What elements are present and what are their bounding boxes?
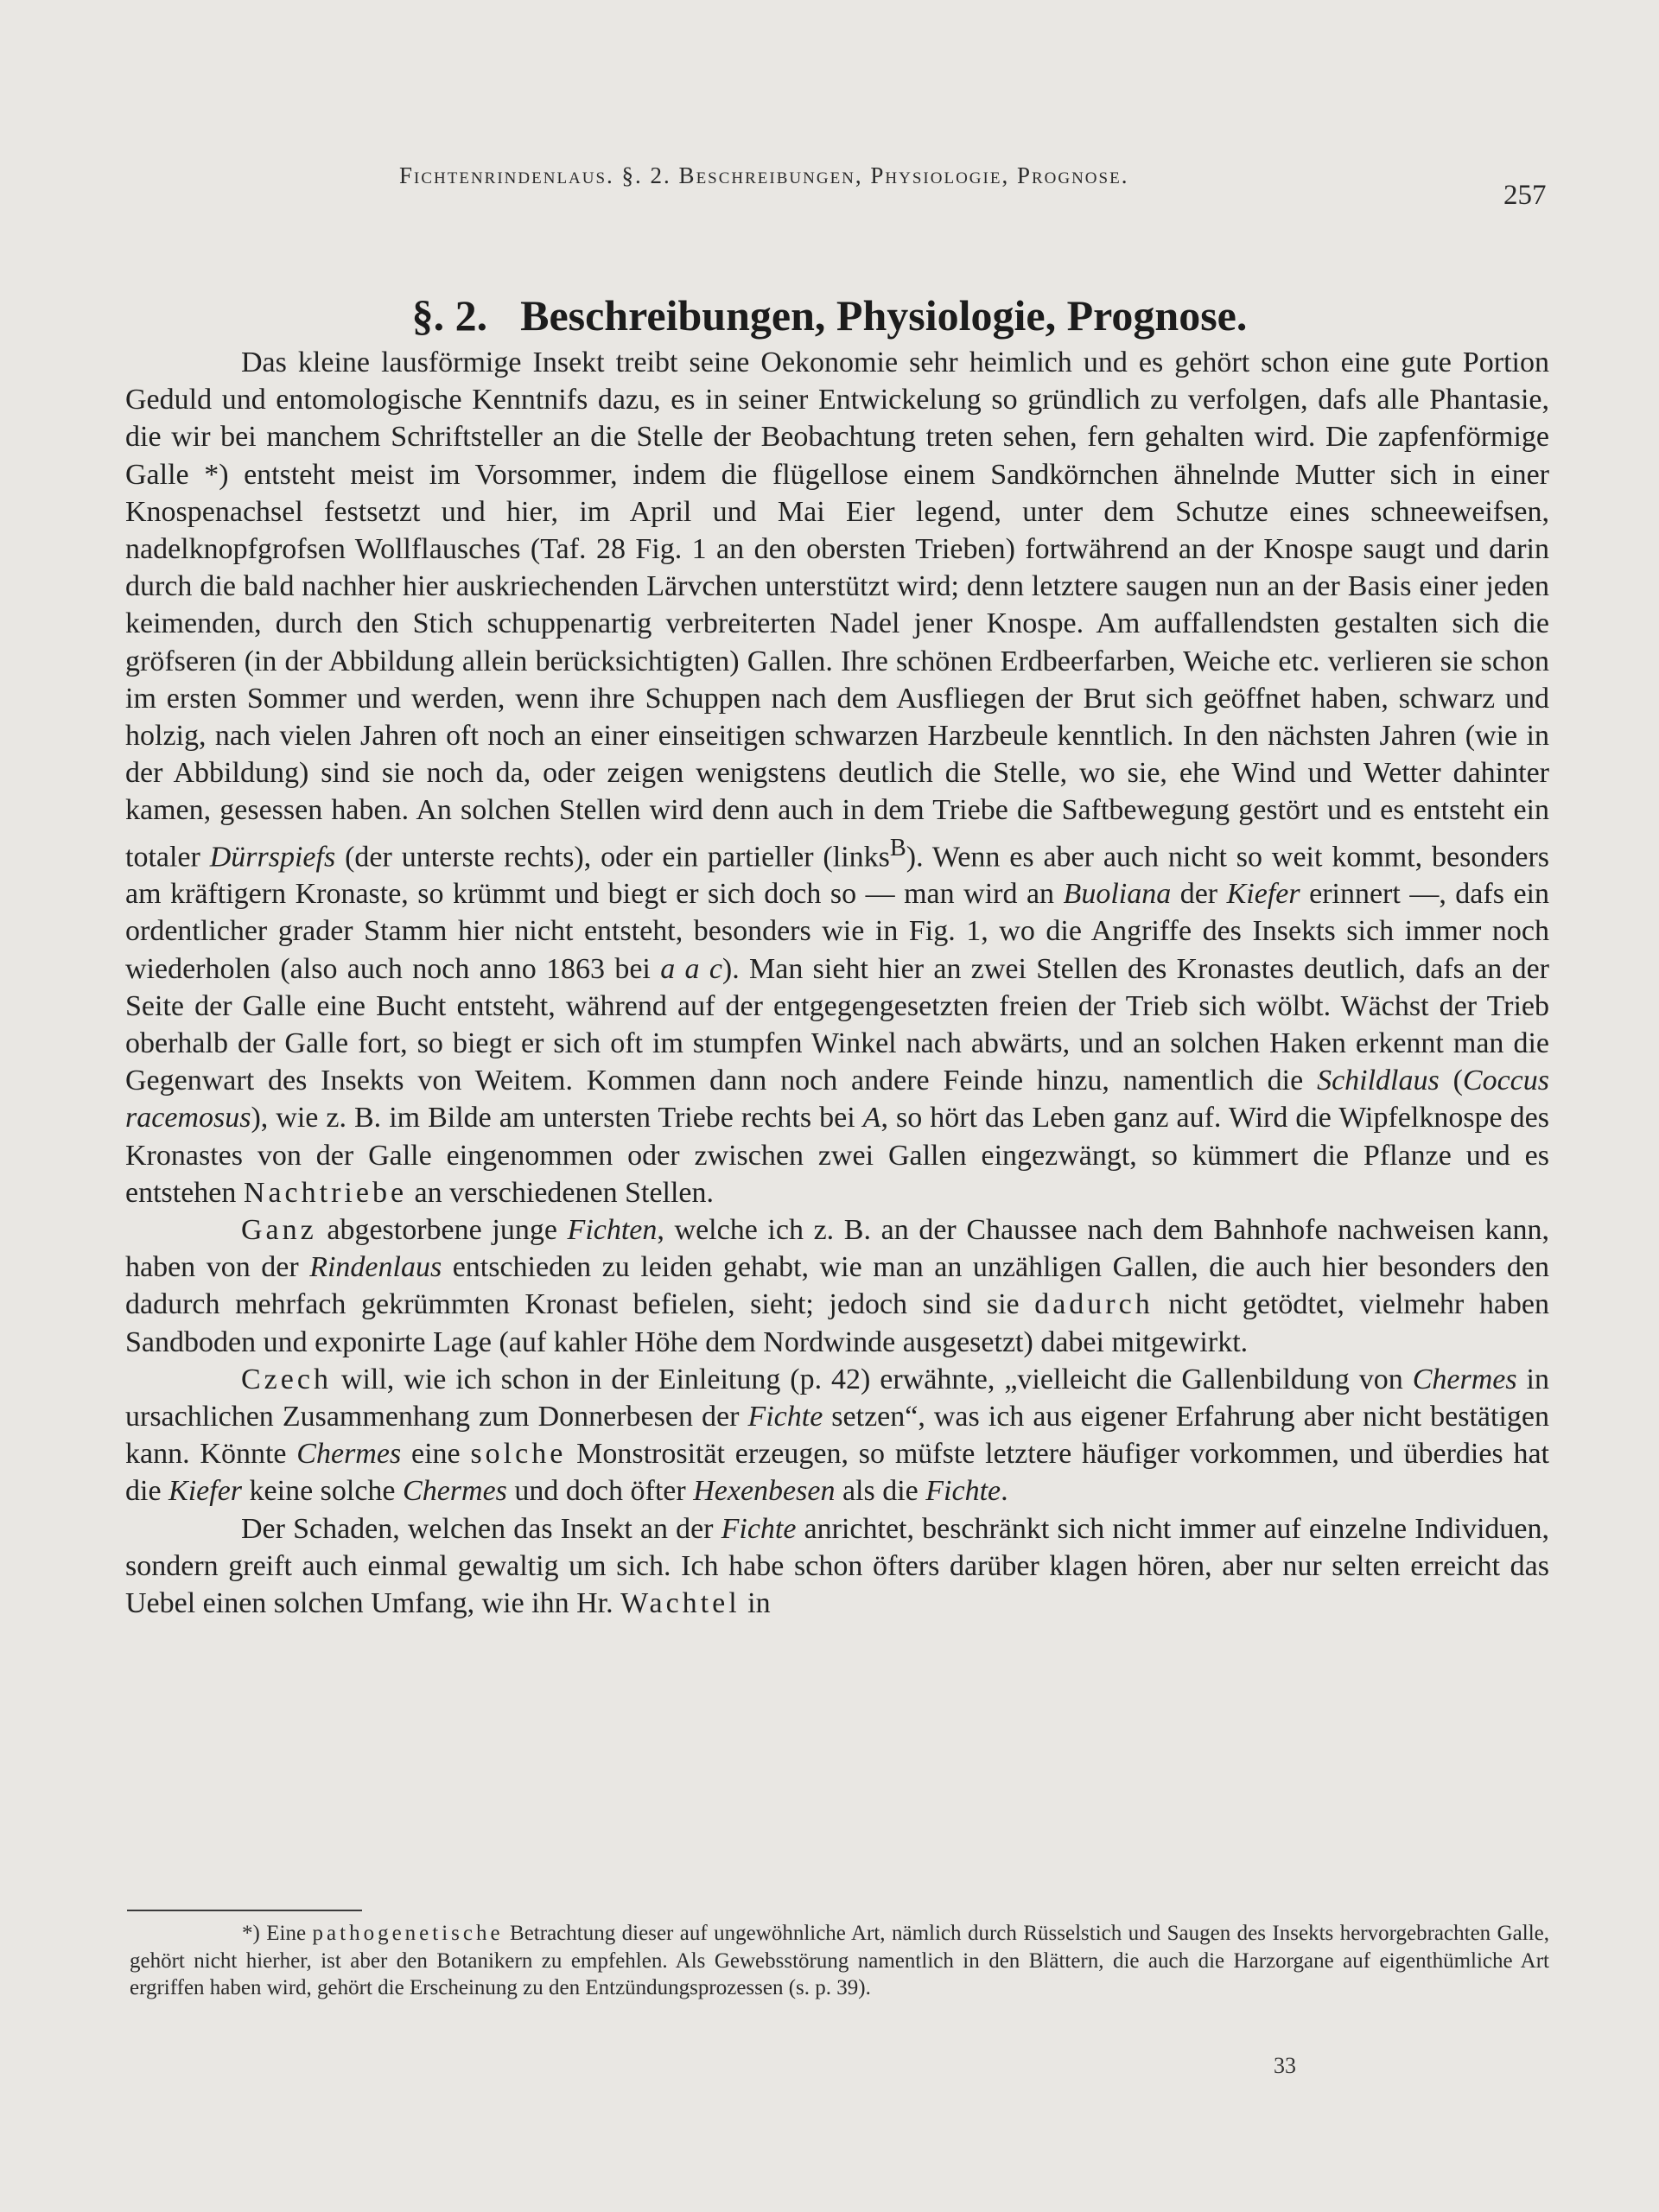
- text-run: keine solche: [242, 1475, 404, 1508]
- spaced-emphasis: Czech: [241, 1363, 332, 1395]
- spaced-emphasis: Ganz: [241, 1214, 317, 1246]
- text-run: ), wie z. B. im Bilde am untersten Triebe rechts bei: [251, 1102, 863, 1135]
- italic-term: Kiefer: [1226, 878, 1300, 911]
- spaced-emphasis: pathogenetische: [312, 1922, 504, 1945]
- text-run: in ursachlichen Zusammenhang zum Donnerbesen der: [125, 1363, 1549, 1433]
- text-run: entschieden zu leiden gehabt, wie man an unzähligen Gallen, die auch hier besonders den dadurch mehrfach gekrümmten Kronast befielen, sieht; jedoch sind sie: [125, 1251, 1549, 1321]
- text-run: Monstrosität erzeugen, so müfste letztere häufiger vorkommen, und überdies hat die: [125, 1438, 1550, 1508]
- italic-term: Chermes: [296, 1438, 402, 1471]
- italic-term: Rindenlaus: [309, 1251, 442, 1284]
- text-run: an verschiedenen Stellen.: [407, 1176, 715, 1209]
- text-run: der: [1171, 878, 1227, 911]
- italic-term: Buoliana: [1063, 878, 1172, 911]
- spaced-emphasis: Nachtriebe: [243, 1176, 408, 1209]
- spaced-emphasis: dadurch: [1034, 1288, 1154, 1321]
- italic-term: A: [862, 1102, 881, 1135]
- text-run: und doch öfter: [506, 1475, 694, 1508]
- footnote-separator: [127, 1910, 362, 1911]
- section-heading: [0, 290, 1659, 340]
- text-run: .: [1001, 1475, 1008, 1508]
- text-run: will, wie ich schon in der Einleitung (p. 42) erwähnte, „vielleicht die Gallenbildung von: [331, 1363, 1413, 1395]
- spaced-emphasis: solche: [470, 1438, 567, 1471]
- paragraph: [125, 1361, 1549, 1510]
- italic-term: Fichte: [925, 1475, 1001, 1508]
- text-run: , so hört das Leben ganz auf. Wird die Wipfelknospe des Kronastes von der Galle eingenommen oder zwischen zwei Gallen eingezwängt, so kümmert die Pflanze und es entstehen: [125, 1102, 1549, 1209]
- text-run: in: [740, 1587, 771, 1620]
- text-run: (der unterste rechts), oder ein partieller (links: [335, 840, 890, 873]
- spaced-emphasis: Wachtel: [620, 1587, 741, 1620]
- text-run: Das kleine lausförmige Insekt treibt seine Oekonomie sehr heimlich und es gehört schon eine gute Portion Geduld und entomologische Kenntnifs dazu, es in seiner Entwickelung so gründlich zu verfolgen, dafs alle Phantasie, die wir bei manchem Schriftsteller an die Stelle der Beobachtung treten sehen, fern gehalten wird. Die zapfenförmige Galle *) entsteht meist im Vorsommer, indem die flügellose einem Sandkörnchen ähnelnde Mutter sich in einer Knospenachsel festsetzt und hier, im April und Mai Eier legend, unter dem Schutze eines schneeweifsen, nadelknopfgrofsen Wollflausches (Taf. 28 Fig. 1 an den obersten Trieben) fortwährend an der Knospe saugt und darin durch die bald nachher hier auskriechenden Lärvchen unterstützt wird; denn letztere saugen nun an der Basis einer jeden keimenden, durch den Stich schuppenartig verbreiterten Nadel jener Knospe. Am auffallendsten gestalten sich die gröfseren (in der Abbildung allein berücksichtigten) Gallen. Ihre schönen Erdbeerfarben, Weiche etc. verlieren sie schon im ersten Sommer und werden, wenn ihre Schuppen nach dem Ausfliegen der Brut sich geöffnet haben, schwarz und holzig, nach vielen Jahren oft noch an einer einseitigen schwarzen Harzbeule kenntlich. In den nächsten Jahren (wie in der Abbildung) sind sie noch da, oder zeigen wenigstens deutlich die Stelle, wo sie, ehe Wind und Wetter dahinter kamen, gesessen haben. An solchen Stellen wird denn auch in dem Triebe die Saftbewegung gestört und es entsteht ein totaler: [125, 346, 1549, 873]
- section-number: §. 2.: [411, 290, 488, 340]
- text-run: erinnert —, dafs ein ordentlicher grader Stamm hier nicht entsteht, besonders wie in Fig. 1, wo die Angriffe des Insekts sich immer noch wiederholen (also auch noch anno 1863 bei: [125, 878, 1549, 985]
- italic-term: Chermes: [403, 1475, 507, 1508]
- text-run: ). Man sieht hier an zwei Stellen des Kronastes deutlich, dafs an der Seite der Galle eine Bucht entsteht, während auf der entgegengesetzten freien der Trieb sich wölbt. Wächst der Trieb oberhalb der Galle fort, so biegt er sich oft im stumpfen Winkel nach abwärts, und an solchen Haken erkennt man die Gegenwart des Insekts von Weitem. Kommen dann noch andere Feinde hinzu, namentlich die: [125, 952, 1549, 1097]
- text-run: eine: [401, 1438, 471, 1471]
- text-run: als die: [835, 1475, 926, 1508]
- italic-term: Fichte: [747, 1401, 823, 1433]
- text-run: nicht getödtet, vielmehr haben Sandboden und exponirte Lage (auf kahler Höhe dem Nordwinde ausgesetzt) dabei mitgewirkt.: [125, 1288, 1550, 1358]
- italic-term: Schildlaus: [1317, 1065, 1440, 1097]
- text-run: ). Wenn es aber auch nicht so weit kommt, besonders am kräftigern Kronaste, so krümmt und biegt er sich doch so — man wird an: [125, 840, 1550, 911]
- text-run: abgestorbene junge: [316, 1214, 568, 1246]
- text-run: , welche ich z. B. an der Chaussee nach dem Bahnhofe nachweisen kann, haben von der: [125, 1214, 1549, 1284]
- italic-term: Fichten: [567, 1214, 658, 1246]
- italic-term: a a c: [660, 952, 722, 985]
- body-text: [125, 344, 1549, 1622]
- italic-term: Coccus racemosus: [125, 1065, 1549, 1135]
- footnote-text: [130, 1920, 1549, 2002]
- footnote: [130, 1920, 1549, 2002]
- italic-term: Fichte: [721, 1512, 797, 1545]
- sheet-signature: 33: [1274, 2053, 1296, 2078]
- text-run: (: [1439, 1065, 1463, 1097]
- section-title: Beschreibungen, Physiologie, Prognose.: [520, 290, 1248, 340]
- italic-term: Kiefer: [168, 1475, 243, 1508]
- paragraph: [125, 1211, 1549, 1361]
- running-head: [0, 162, 1659, 214]
- text-run: anrichtet, beschränkt sich nicht immer auf einzelne Individuen, sondern greift auch einmal gewaltig um sich. Ich habe schon öfters darüber klagen hören, aber nur selten erreicht das Uebel einen solchen Umfang, wie ihn Hr.: [125, 1512, 1550, 1620]
- running-head-title: Fichtenrindenlaus. §. 2. Beschreibungen, Physiologie, Prognose.: [399, 162, 1129, 188]
- italic-term: Hexenbesen: [693, 1475, 836, 1508]
- italic-term: Dürrspiefs: [209, 840, 336, 873]
- italic-term: Chermes: [1412, 1363, 1517, 1395]
- paragraph: [125, 344, 1549, 1211]
- page-number: 257: [1503, 180, 1547, 211]
- text-run: setzen“, was ich aus eigener Erfahrung aber nicht bestätigen kann. Könnte: [125, 1401, 1549, 1471]
- paragraph: [125, 1510, 1549, 1623]
- text-run: Der Schaden, welchen das Insekt an der: [241, 1512, 721, 1545]
- text-run: *) Eine: [242, 1922, 313, 1945]
- text-run: Betrachtung dieser auf ungewöhnliche Art, nämlich durch Rüsselstich und Saugen des Insekts hervorgebrachten Galle, gehört nicht hierher, ist aber den Botanikern zu empfehlen. Als Gewebsstörung namentlich in den Blättern, die auch die Harzorgane auf eigenthümliche Art ergriffen haben wird, gehört die Erscheinung zu den Entzündungsprozessen (s. p. 39).: [130, 1922, 1549, 1999]
- superscript: B: [889, 834, 906, 861]
